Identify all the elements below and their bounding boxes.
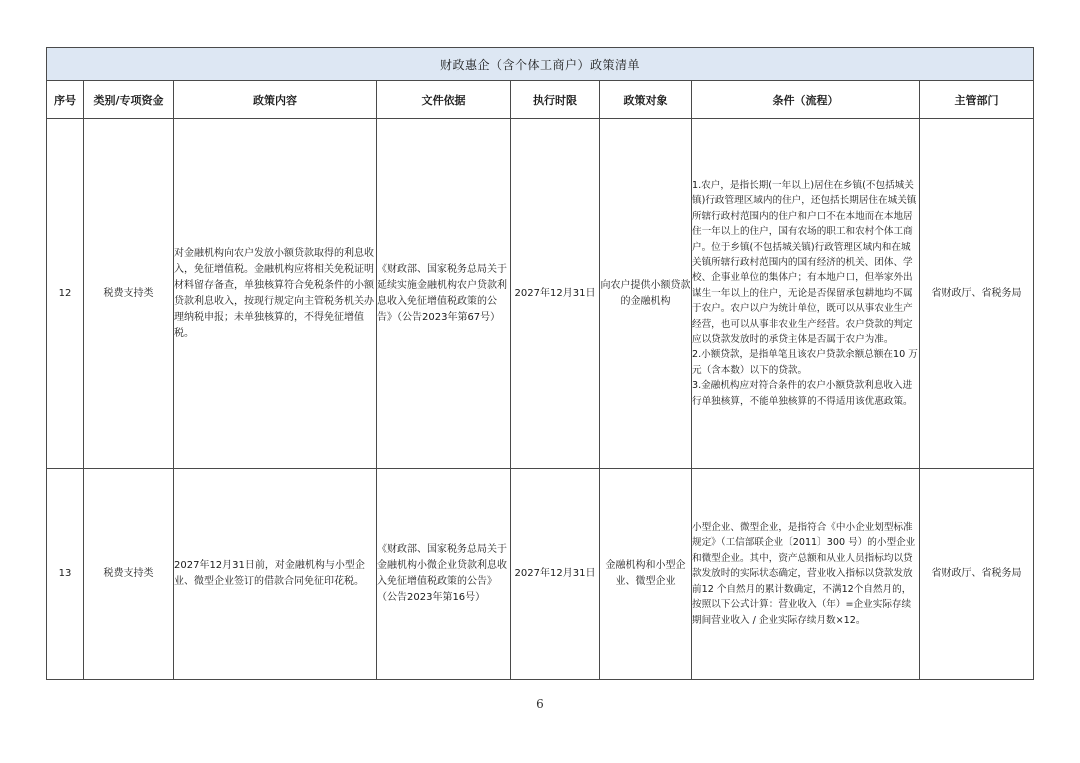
row-target: 金融机构和小型企业、微型企业 (600, 469, 692, 680)
condition-item: 3.金融机构应对符合条件的农户小额贷款利息收入进行单独核算，不能单独核算的不得适用该优惠政策。 (692, 380, 913, 407)
row-department: 省财政厅、省税务局 (920, 119, 1034, 469)
row-deadline: 2027年12月31日 (511, 469, 600, 680)
row-content: 对金融机构向农户发放小额贷款取得的利息收入，免征增值税。金融机构应将相关免税证明材料留存备查，单独核算符合免税条件的小额贷款利息收入，按现行规定向主管税务机关办理纳税申报；未单独核算的，不得免征增值税。 (174, 119, 377, 469)
header-target: 政策对象 (600, 81, 692, 119)
policy-table (46, 47, 1034, 680)
header-content: 政策内容 (174, 81, 377, 119)
table-row (47, 469, 1034, 680)
row-conditions (692, 469, 920, 680)
row-basis: 《财政部、国家税务总局关于金融机构小微企业贷款利息收入免征增值税政策的公告》（公告2023年第16号） (377, 469, 511, 680)
header-conditions: 条件（流程） (692, 81, 920, 119)
header-category: 类别/专项资金 (84, 81, 174, 119)
row-target: 向农户提供小额贷款的金融机构 (600, 119, 692, 469)
row-category: 税费支持类 (84, 469, 174, 680)
row-seq: 12 (47, 119, 84, 469)
header-department: 主管部门 (920, 81, 1034, 119)
header-basis: 文件依据 (377, 81, 511, 119)
table-title: 财政惠企（含个体工商户）政策清单 (47, 48, 1034, 81)
row-deadline: 2027年12月31日 (511, 119, 600, 469)
row-content: 2027年12月31日前，对金融机构与小型企业、微型企业签订的借款合同免征印花税。 (174, 469, 377, 680)
row-basis: 《财政部、国家税务总局关于延续实施金融机构农户贷款利息收入免征增值税政策的公告》（公告2023年第67号） (377, 119, 511, 469)
header-seq: 序号 (47, 81, 84, 119)
page-number: 6 (536, 697, 544, 711)
condition-item: 2.小额贷款，是指单笔且该农户贷款余额总额在10 万元（含本数）以下的贷款。 (692, 349, 918, 376)
row-conditions (692, 119, 920, 469)
row-seq: 13 (47, 469, 84, 680)
row-category: 税费支持类 (84, 119, 174, 469)
header-row (47, 81, 1034, 119)
condition-item: 1.农户，是指长期(一年以上)居住在乡镇(不包括城关镇)行政管理区域内的住户，还包括长期居住在城关镇所辖行政村范围内的住户和户口不在本地而在本地居住一年以上的住户，国有农场的职工和农村个体工商户。位于乡镇(不包括城关镇)行政管理区域内和在城关镇所辖行政村范围内的国有经济的机关、团体、学校、企事业单位的集体户；有本地户口，但举家外出谋生一年以上的住户，无论是否保留承包耕地均不属于农户。农户以户为统计单位，既可以从事农业生产经营，也可以从事非农业生产经营。农户贷款的判定应以贷款发放时的承贷主体是否属于农户为准。 (692, 179, 917, 346)
row-department: 省财政厅、省税务局 (920, 469, 1034, 680)
table-row (47, 119, 1034, 469)
condition-item: 小型企业、微型企业，是指符合《中小企业划型标准规定》（工信部联企业〔2011〕300 号）的小型企业和微型企业。其中，资产总额和从业人员指标均以贷款发放时的实际状态确定，营业收入指标以贷款发放前12 个自然月的累计数确定，不满12个自然月的，按照以下公式计算：营业收入（年）=企业实际存续期间营业收入 / 企业实际存续月数×12。 (692, 522, 916, 626)
header-deadline: 执行时限 (511, 81, 600, 119)
